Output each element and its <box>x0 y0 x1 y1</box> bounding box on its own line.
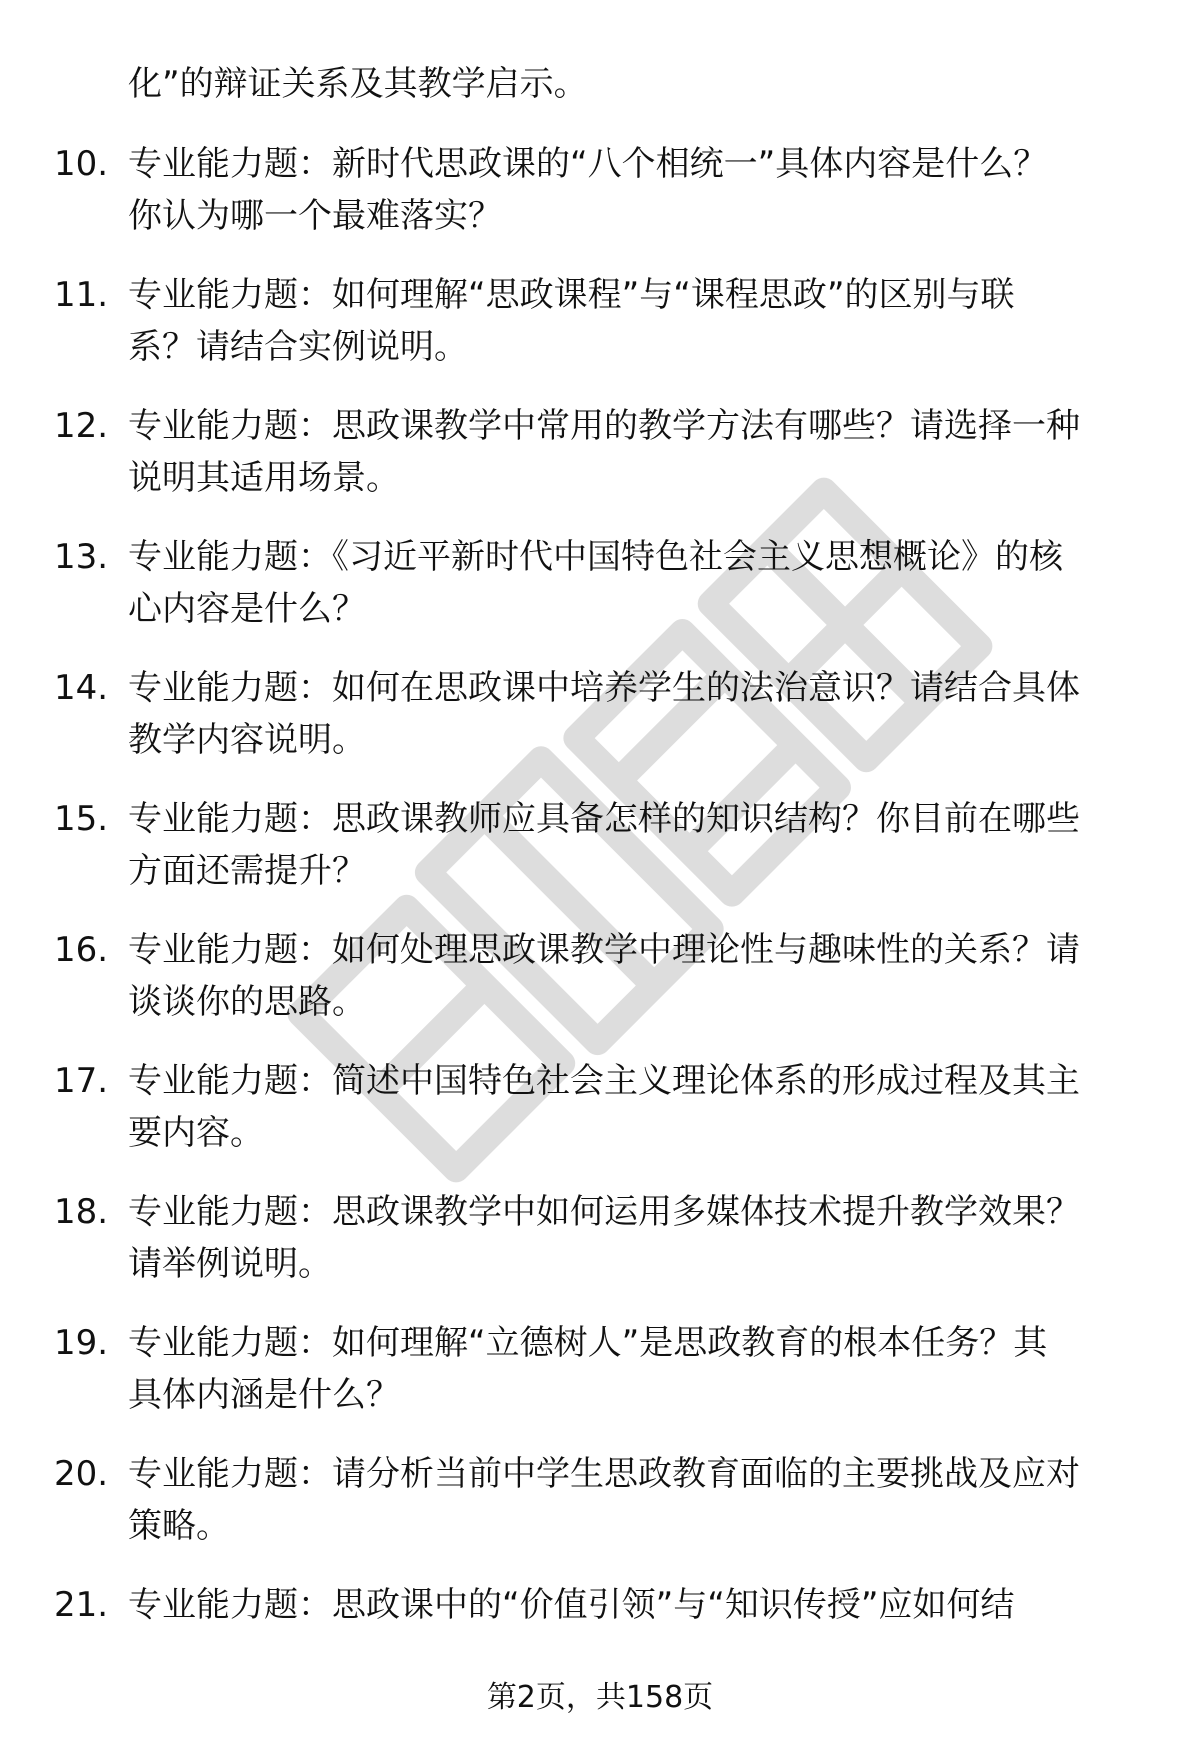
question-text <box>128 531 1140 635</box>
question-number: 21. <box>54 1585 109 1625</box>
question-number: 12. <box>54 406 109 446</box>
page-indicator: 第2页，共158页 <box>486 1680 714 1715</box>
question-item <box>0 138 1200 269</box>
question-text-line: 专业能力题：思政课教学中如何运用多媒体技术提升教学效果？ <box>128 1192 1080 1232</box>
question-item <box>0 531 1200 662</box>
question-item <box>0 1186 1200 1317</box>
question-text <box>128 400 1140 504</box>
question-text-line: 专业能力题：如何处理思政课教学中理论性与趣味性的关系？请 <box>128 930 1080 970</box>
question-item <box>0 1055 1200 1186</box>
question-text-line: 专业能力题：如何理解“立德树人”是思政教育的根本任务？其 <box>128 1323 1048 1363</box>
question-text <box>128 269 1140 373</box>
question-text-line: 专业能力题：《习近平新时代中国特色社会主义思想概论》的核 <box>128 537 1063 577</box>
question-item <box>0 1317 1200 1448</box>
question-text <box>128 1055 1140 1159</box>
continuation-line: 化”的辩证关系及其教学启示。 <box>128 64 588 104</box>
question-number: 10. <box>54 144 109 184</box>
question-text <box>128 662 1140 766</box>
question-number: 17. <box>54 1061 109 1101</box>
question-text <box>128 138 1140 242</box>
question-number: 16. <box>54 930 109 970</box>
question-item <box>0 1448 1200 1579</box>
question-number: 15. <box>54 799 109 839</box>
question-item <box>0 793 1200 924</box>
question-item <box>0 924 1200 1055</box>
question-text-line: 专业能力题：如何理解“思政课程”与“课程思政”的区别与联 <box>128 275 1015 315</box>
question-text-line: 专业能力题：思政课教学中常用的教学方法有哪些？请选择一种 <box>128 406 1080 446</box>
question-item <box>0 400 1200 531</box>
question-number: 11. <box>54 275 109 315</box>
question-number: 19. <box>54 1323 109 1363</box>
question-number: 20. <box>54 1454 109 1494</box>
question-text-line: 谈谈你的思路。 <box>128 982 366 1022</box>
question-text <box>128 793 1140 897</box>
question-text <box>128 1317 1140 1421</box>
question-text-line: 说明其适用场景。 <box>128 458 400 498</box>
question-number: 13. <box>54 537 109 577</box>
question-text <box>128 1579 1140 1631</box>
question-text <box>128 1448 1140 1552</box>
question-text-line: 方面还需提升？ <box>128 851 366 891</box>
question-text-line: 教学内容说明。 <box>128 720 366 760</box>
question-text-line: 专业能力题：如何在思政课中培养学生的法治意识？请结合具体 <box>128 668 1080 708</box>
question-number: 18. <box>54 1192 109 1232</box>
question-text-line: 要内容。 <box>128 1113 264 1153</box>
question-text-line: 系？请结合实例说明。 <box>128 327 468 367</box>
question-item <box>0 662 1200 793</box>
question-text-line: 专业能力题：请分析当前中学生思政教育面临的主要挑战及应对 <box>128 1454 1080 1494</box>
question-text-line: 你认为哪一个最难落实？ <box>128 196 502 236</box>
question-text-line: 请举例说明。 <box>128 1244 332 1284</box>
question-text-line: 专业能力题：思政课中的“价值引领”与“知识传授”应如何结 <box>128 1585 1015 1625</box>
question-text-line: 专业能力题：新时代思政课的“八个相统一”具体内容是什么？ <box>128 144 1048 184</box>
question-text <box>128 924 1140 1028</box>
question-text-line: 心内容是什么？ <box>128 589 366 629</box>
question-text-line: 专业能力题：简述中国特色社会主义理论体系的形成过程及其主 <box>128 1061 1080 1101</box>
question-number: 14. <box>54 668 109 708</box>
question-item <box>0 269 1200 400</box>
question-text <box>128 1186 1140 1290</box>
question-text-line: 具体内涵是什么？ <box>128 1375 400 1415</box>
question-text-line: 策略。 <box>128 1506 230 1546</box>
question-list <box>0 138 1200 1710</box>
question-text-line: 专业能力题：思政课教师应具备怎样的知识结构？你目前在哪些 <box>128 799 1080 839</box>
